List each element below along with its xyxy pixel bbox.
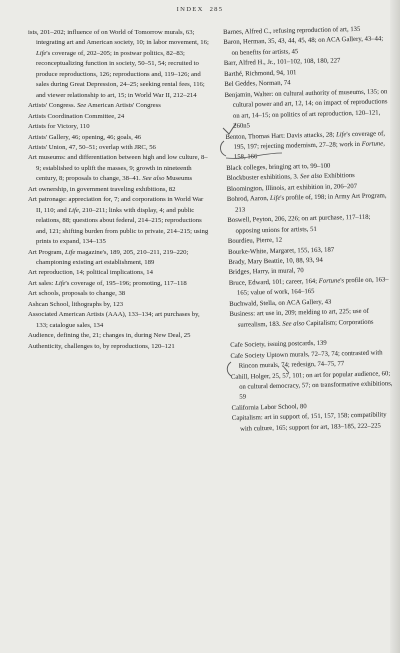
index-entry: Business: art use in, 209; melding to art, 225; use of surrealism, 183. See also Capitalism; Corporations [229, 308, 374, 329]
index-entry: Artists' Congress. See American Artists' Congress [28, 102, 161, 110]
index-entry: Art ownership, in government traveling exhibitions, 82 [28, 185, 176, 193]
index-entry: Bridges, Harry, in mural, 70 [228, 267, 304, 277]
index-entry: Bohrod, Aaron, Life's profile of, 198; in Army Art Program, 213 [226, 192, 387, 214]
index-column-left [28, 28, 210, 352]
index-entry: Art schools, proposals to change, 38 [28, 290, 126, 298]
index-entry: Cahill, Holger, 25, 57, 101; on art for popular audience, 60; on cultural democracy, 57; on transformative exhibitions, 59 [230, 369, 393, 402]
index-entry: Art Program, Life magazine's, 189, 205, 210–211, 219–220; championing existing art establishment, 189 [28, 248, 189, 266]
index-entry: Bourke-White, Margaret, 155, 163, 187 [228, 246, 335, 256]
index-entry: Barr, Alfred H., Jr., 101–102, 108, 180, 227 [223, 57, 341, 68]
index-entry: Authenticity, challenges to, by reproductions, 120–121 [28, 342, 175, 350]
index-entry: Boswell, Peyton, 206, 226; on art purchase, 117–118; opposing unions for artists, 51 [227, 213, 371, 235]
index-entry: ists, 201–202; influence of on World of Tomorrow murals, 63; integrating art and American society, 10; in labor movement, 16; Life's coverage of, 202–205; in postwar politics, 82–83; reconceptualizing function in society, 50–51, 54; recruited to produce reproductions, 126; reproductions and, 119–126; and sales during Great Depression, 24–25; seeking rental fees, 116; and viewer relationship to art, 15; in World War II, 212–214 [28, 29, 209, 99]
index-entry: Benton, Thomas Hart: Davis attacks, 28; Life's coverage of, 195, 197; rejecting modernism, 27–28; work in Fortune, 158, 166 [225, 129, 386, 162]
index-entry: Art sales: Life's coverage of, 195–196; promoting, 117–118 [28, 279, 187, 287]
index-entry: Brady, Mary Beattie, 10, 88, 93, 94 [228, 256, 323, 266]
index-entry: Art museums: and differentiation between high and low culture, 8–9; established to uplift the masses, 9; growth in nineteenth century, 8; proposals to change, 38–41. See also Museums [28, 154, 208, 183]
index-entry: Blockbuster exhibitions, 3. See also Exhibitions [226, 172, 355, 183]
index-entry: Bourdieu, Pierre, 12 [227, 236, 283, 246]
index-entry: Bloomington, Illinois, art exhibition in, 206–207 [226, 182, 358, 193]
index-entry: Ashcan School, lithographs by, 123 [28, 300, 124, 308]
index-entry: Associated American Artists (AAA), 133–134; art purchases by, 133; catalogue sales, 134 [28, 311, 200, 329]
index-entry: Black colleges, bringing art to, 99–100 [226, 162, 331, 172]
index-entry: Artists for Victory, 110 [28, 123, 90, 131]
index-entry: Cafe Society Uptown murals, 72–73, 74; contrasted with Rincon murals, 74; redesign, 74–75, 77 [230, 349, 383, 370]
index-entry: Artists' Gallery, 46; opening, 46; goals, 46 [28, 133, 142, 141]
index-entry: Art reproduction, 14; political implications, 14 [28, 269, 153, 277]
index-entry: Baron, Herman, 35, 43, 44, 45, 48; on ACA Gallery, 43–44; on benefits for artists, 45 [223, 35, 384, 57]
index-entry: Bruce, Edward, 101; career, 164; Fortune's profile on, 163–165; value of work, 164–165 [228, 276, 389, 298]
index-entry: Bel Geddes, Norman, 74 [224, 79, 291, 89]
index-entry: Cafe Society, issuing postcards, 139 [230, 339, 327, 350]
running-header [0, 6, 400, 13]
index-entry: Artists Coordination Committee, 24 [28, 112, 125, 120]
index-column-right [223, 24, 397, 435]
index-entry: Capitalism: art in support of, 151, 157, 158; compatibility with culture, 165; support for art, 183–185, 222–225 [231, 411, 387, 433]
index-entry: Barnes, Alfred C., refusing reproduction of art, 135 [223, 25, 361, 36]
index-entry: Art patronage: appreciation for, 7; and corporations in World War II, 110; and Life, 210–211; links with display, 4; and public relations, 88; questions about federal, 214–215; reproductions and, 121; shifting burden from public to private, 214–215; using prints to expand, 134–135 [28, 196, 209, 246]
page-number: 285 [209, 6, 224, 13]
index-entry: Barthé, Richmond, 94, 101 [223, 69, 297, 78]
index-entry: California Labor School, 80 [231, 403, 307, 412]
index-entry: Artists' Union, 47, 50–51; overlap with JRC, 56 [28, 143, 156, 151]
index-entry: Audience, defining the, 21; changes in, during New Deal, 25 [28, 332, 191, 340]
index-entry: Benjamin, Walter: on cultural authority of museums, 135; on cultural power and art, 12, 14; on impact of reproductions on art, 14–15; on politics of art reproduction, 120–121, 260n5 [224, 88, 388, 130]
index-entry: Buchwald, Stella, on ACA Gallery, 43 [229, 298, 332, 308]
header-title: INDEX [176, 6, 204, 13]
